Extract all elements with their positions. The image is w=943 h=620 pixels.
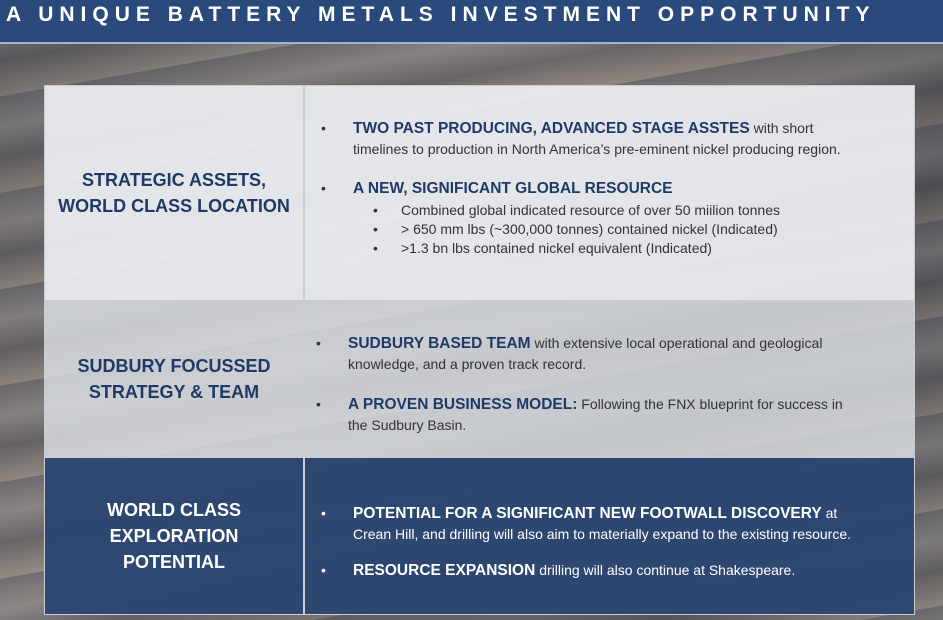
row-strategic-assets	[45, 86, 914, 302]
summary-table	[44, 85, 915, 615]
row-content	[305, 302, 914, 456]
bullet-dot: •	[316, 396, 321, 412]
bullet-heading: POTENTIAL FOR A SIGNIFICANT NEW FOOTWALL DISCOVERY	[353, 505, 822, 522]
page-title: A UNIQUE BATTERY METALS INVESTMENT OPPORTUNITY	[0, 0, 943, 44]
bullet-dot: •	[321, 562, 326, 578]
sub-bullet-text: > 650 mm lbs (~300,000 tonnes) contained nickel (Indicated)	[401, 221, 778, 237]
sub-bullet-text: Combined global indicated resource of over 50 miilion tonnes	[401, 202, 780, 218]
label-line: WORLD CLASS	[107, 500, 241, 520]
label-line: EXPLORATION	[109, 526, 239, 546]
bullet-dot: •	[321, 120, 326, 136]
bullet-text: drilling will also continue at Shakespeare.	[535, 562, 796, 578]
bullet-dot: •	[321, 180, 326, 196]
bullet-dot: •	[321, 505, 326, 521]
bullet-text-line2: timelines to production in North America’s pre-eminent nickel producing region.	[353, 141, 841, 157]
label-line: STRATEGIC ASSETS,	[81, 170, 267, 190]
bullet-heading: A PROVEN BUSINESS MODEL:	[348, 396, 578, 413]
row-label	[45, 302, 305, 456]
bullet-item	[321, 560, 903, 581]
bullet-item	[321, 178, 893, 199]
bullet-item	[316, 394, 898, 435]
sub-bullet-text: >1.3 bn lbs contained nickel equivalent (Indicated)	[401, 240, 712, 256]
bullet-heading: SUDBURY BASED TEAM	[348, 335, 531, 352]
row-content	[305, 86, 914, 300]
bullet-text: with extensive local operational and geological	[530, 335, 823, 351]
bullet-text: at	[821, 505, 838, 521]
row-label	[45, 86, 305, 300]
bullet-text-line2: knowledge, and a proven track record.	[348, 356, 587, 372]
sub-bullet-item	[373, 220, 881, 239]
bullet-item	[316, 333, 898, 374]
bullet-text-line2: the Sudbury Basin.	[348, 417, 467, 433]
bullet-item	[321, 118, 893, 159]
bullet-dot: •	[373, 221, 378, 237]
bullet-dot: •	[373, 202, 378, 218]
bullet-heading: TWO PAST PRODUCING, ADVANCED STAGE ASSTES	[353, 120, 750, 137]
bullet-item	[321, 503, 903, 544]
row-sudbury-focussed	[45, 302, 914, 458]
sub-bullet-item	[373, 239, 881, 258]
label-line: WORLD CLASS LOCATION	[58, 196, 290, 216]
bullet-heading: RESOURCE EXPANSION	[353, 562, 536, 579]
label-line: STRATEGY & TEAM	[88, 382, 260, 402]
label-line: POTENTIAL	[123, 552, 225, 572]
row-label	[45, 458, 305, 614]
sub-bullet-item	[373, 201, 881, 220]
bullet-dot: •	[373, 240, 378, 256]
row-content	[305, 458, 914, 614]
bullet-dot: •	[316, 335, 321, 351]
row-exploration-potential	[45, 458, 914, 614]
bullet-text: Following the FNX blueprint for success in	[577, 396, 843, 412]
bullet-text-line2: Crean Hill, and drilling will also aim to materially expand to the existing resource.	[353, 526, 852, 542]
bullet-heading: A NEW, SIGNIFICANT GLOBAL RESOURCE	[353, 180, 673, 197]
label-line: SUDBURY FOCUSSED	[77, 356, 271, 376]
bullet-text: with short	[749, 120, 814, 136]
